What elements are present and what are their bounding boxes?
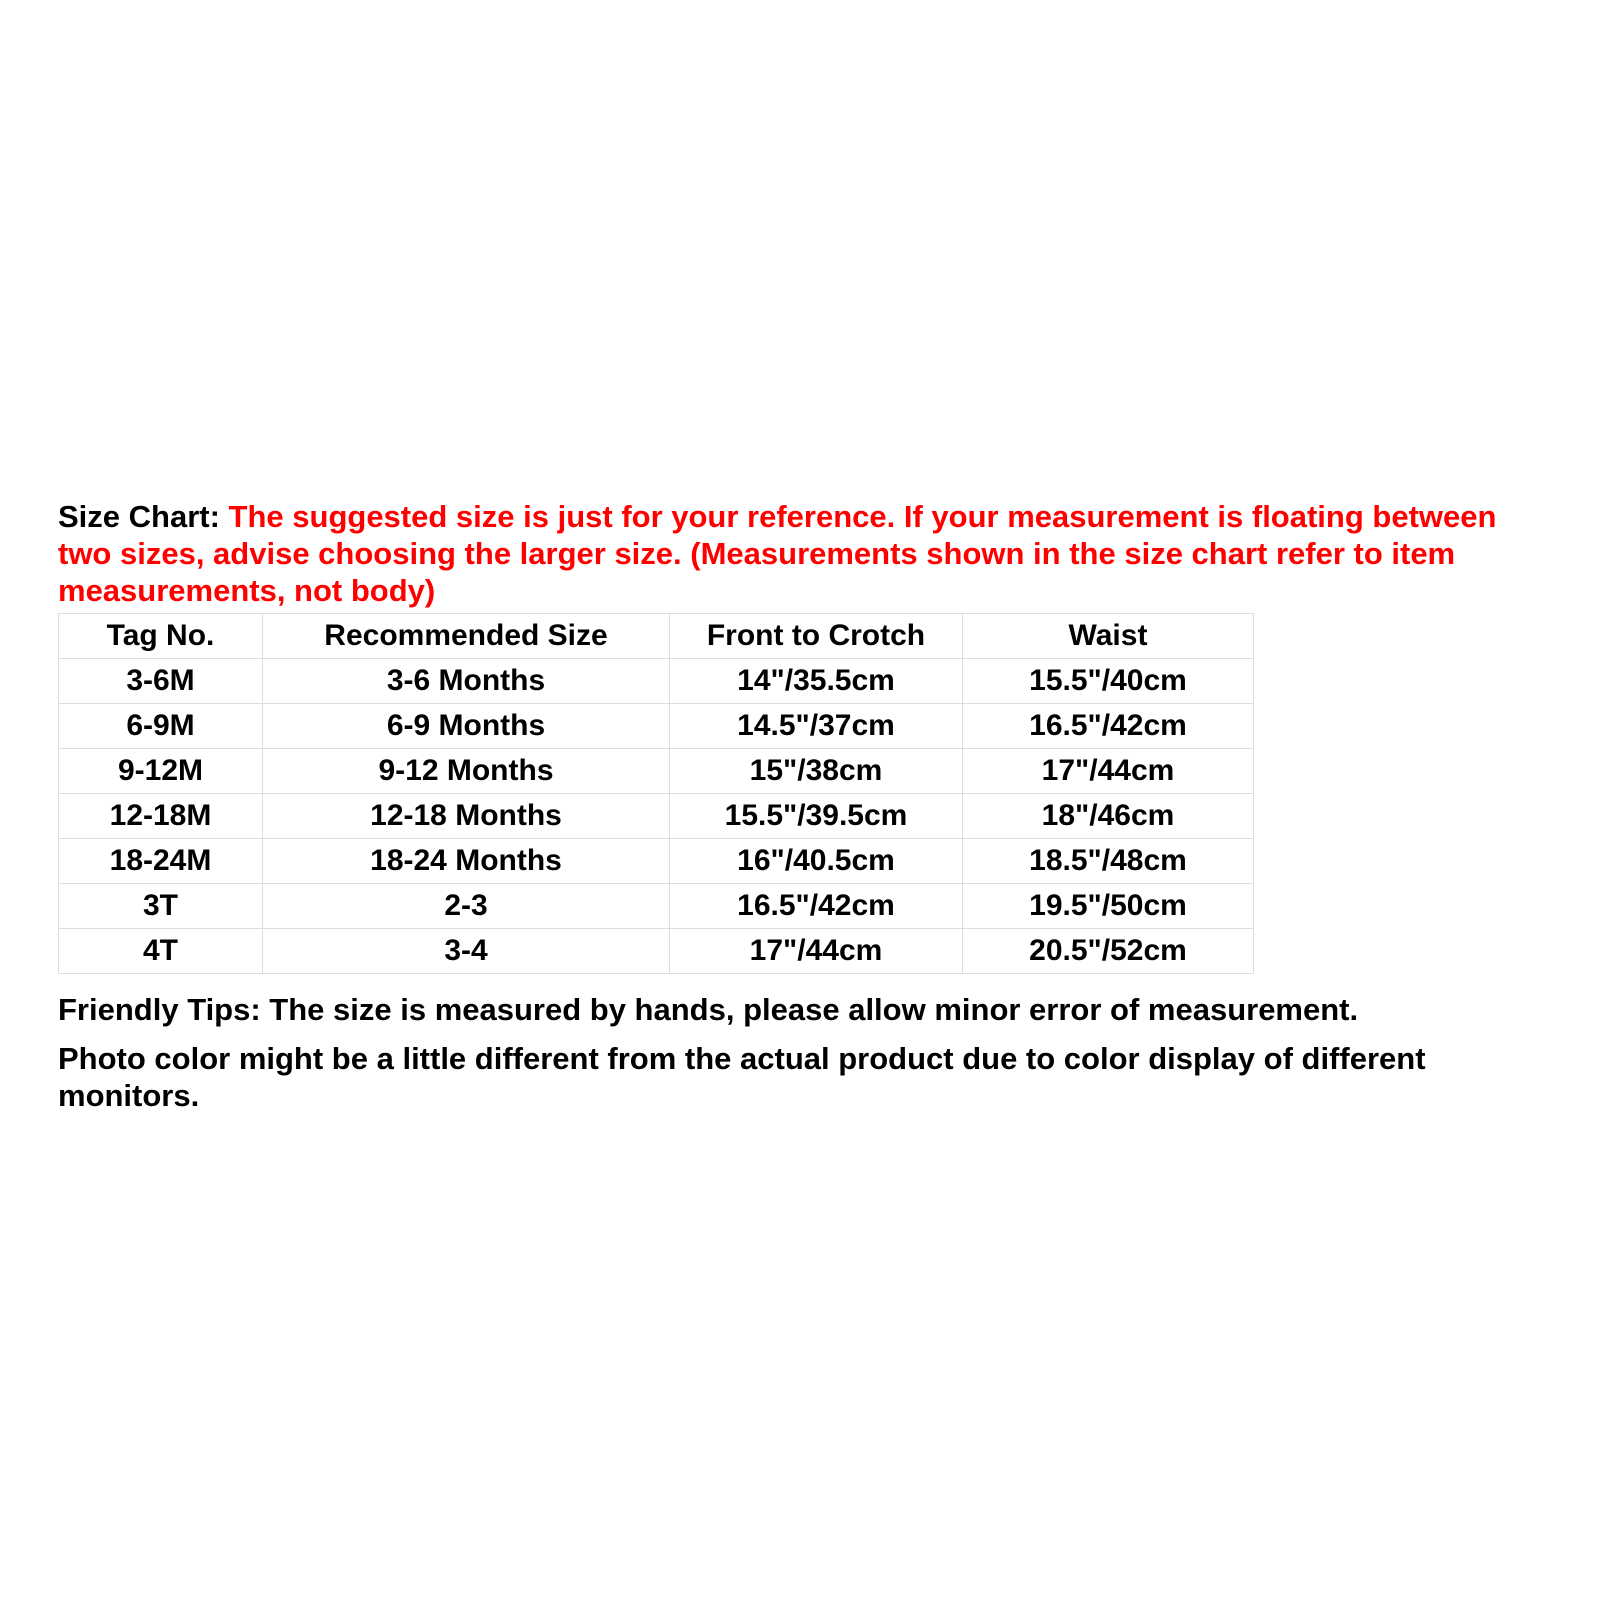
cell-waist: 17"/44cm (963, 749, 1254, 794)
cell-waist: 18.5"/48cm (963, 839, 1254, 884)
cell-waist: 19.5"/50cm (963, 884, 1254, 929)
cell-front-to-crotch: 15.5"/39.5cm (670, 794, 963, 839)
size-chart-note: The suggested size is just for your reference. If your measurement is floating between two sizes, advise choosing the larger size. (Measurements shown in the size chart refer to item measurements, not body) (58, 499, 1497, 608)
cell-tag-no: 6-9M (59, 704, 263, 749)
cell-front-to-crotch: 16"/40.5cm (670, 839, 963, 884)
cell-front-to-crotch: 16.5"/42cm (670, 884, 963, 929)
cell-recommended-size: 2-3 (263, 884, 670, 929)
header-tag-no: Tag No. (59, 614, 263, 659)
cell-tag-no: 12-18M (59, 794, 263, 839)
header-recommended-size: Recommended Size (263, 614, 670, 659)
cell-tag-no: 18-24M (59, 839, 263, 884)
cell-tag-no: 3T (59, 884, 263, 929)
table-row (59, 884, 1254, 929)
cell-tag-no: 4T (59, 929, 263, 974)
cell-recommended-size: 9-12 Months (263, 749, 670, 794)
size-table (58, 613, 1254, 974)
table-row (59, 704, 1254, 749)
table-row (59, 749, 1254, 794)
photo-color-note: Photo color might be a little different from the actual product due to color display of different monitors. (58, 1041, 1426, 1113)
cell-front-to-crotch: 15"/38cm (670, 749, 963, 794)
table-row (59, 794, 1254, 839)
cell-recommended-size: 3-4 (263, 929, 670, 974)
cell-front-to-crotch: 14.5"/37cm (670, 704, 963, 749)
cell-recommended-size: 6-9 Months (263, 704, 670, 749)
cell-waist: 20.5"/52cm (963, 929, 1254, 974)
header-waist: Waist (963, 614, 1254, 659)
size-chart-intro (58, 498, 1558, 609)
cell-tag-no: 9-12M (59, 749, 263, 794)
size-chart-section (58, 498, 1558, 1113)
cell-waist: 15.5"/40cm (963, 659, 1254, 704)
cell-front-to-crotch: 17"/44cm (670, 929, 963, 974)
size-chart-label: Size Chart: (58, 499, 220, 534)
cell-recommended-size: 3-6 Months (263, 659, 670, 704)
cell-tag-no: 3-6M (59, 659, 263, 704)
cell-recommended-size: 12-18 Months (263, 794, 670, 839)
header-front-to-crotch: Front to Crotch (670, 614, 963, 659)
table-row (59, 929, 1254, 974)
table-row (59, 659, 1254, 704)
cell-front-to-crotch: 14"/35.5cm (670, 659, 963, 704)
table-header-row (59, 614, 1254, 659)
table-row (59, 839, 1254, 884)
cell-recommended-size: 18-24 Months (263, 839, 670, 884)
cell-waist: 18"/46cm (963, 794, 1254, 839)
friendly-tips: Friendly Tips: The size is measured by hands, please allow minor error of measurement. (58, 992, 1359, 1027)
cell-waist: 16.5"/42cm (963, 704, 1254, 749)
